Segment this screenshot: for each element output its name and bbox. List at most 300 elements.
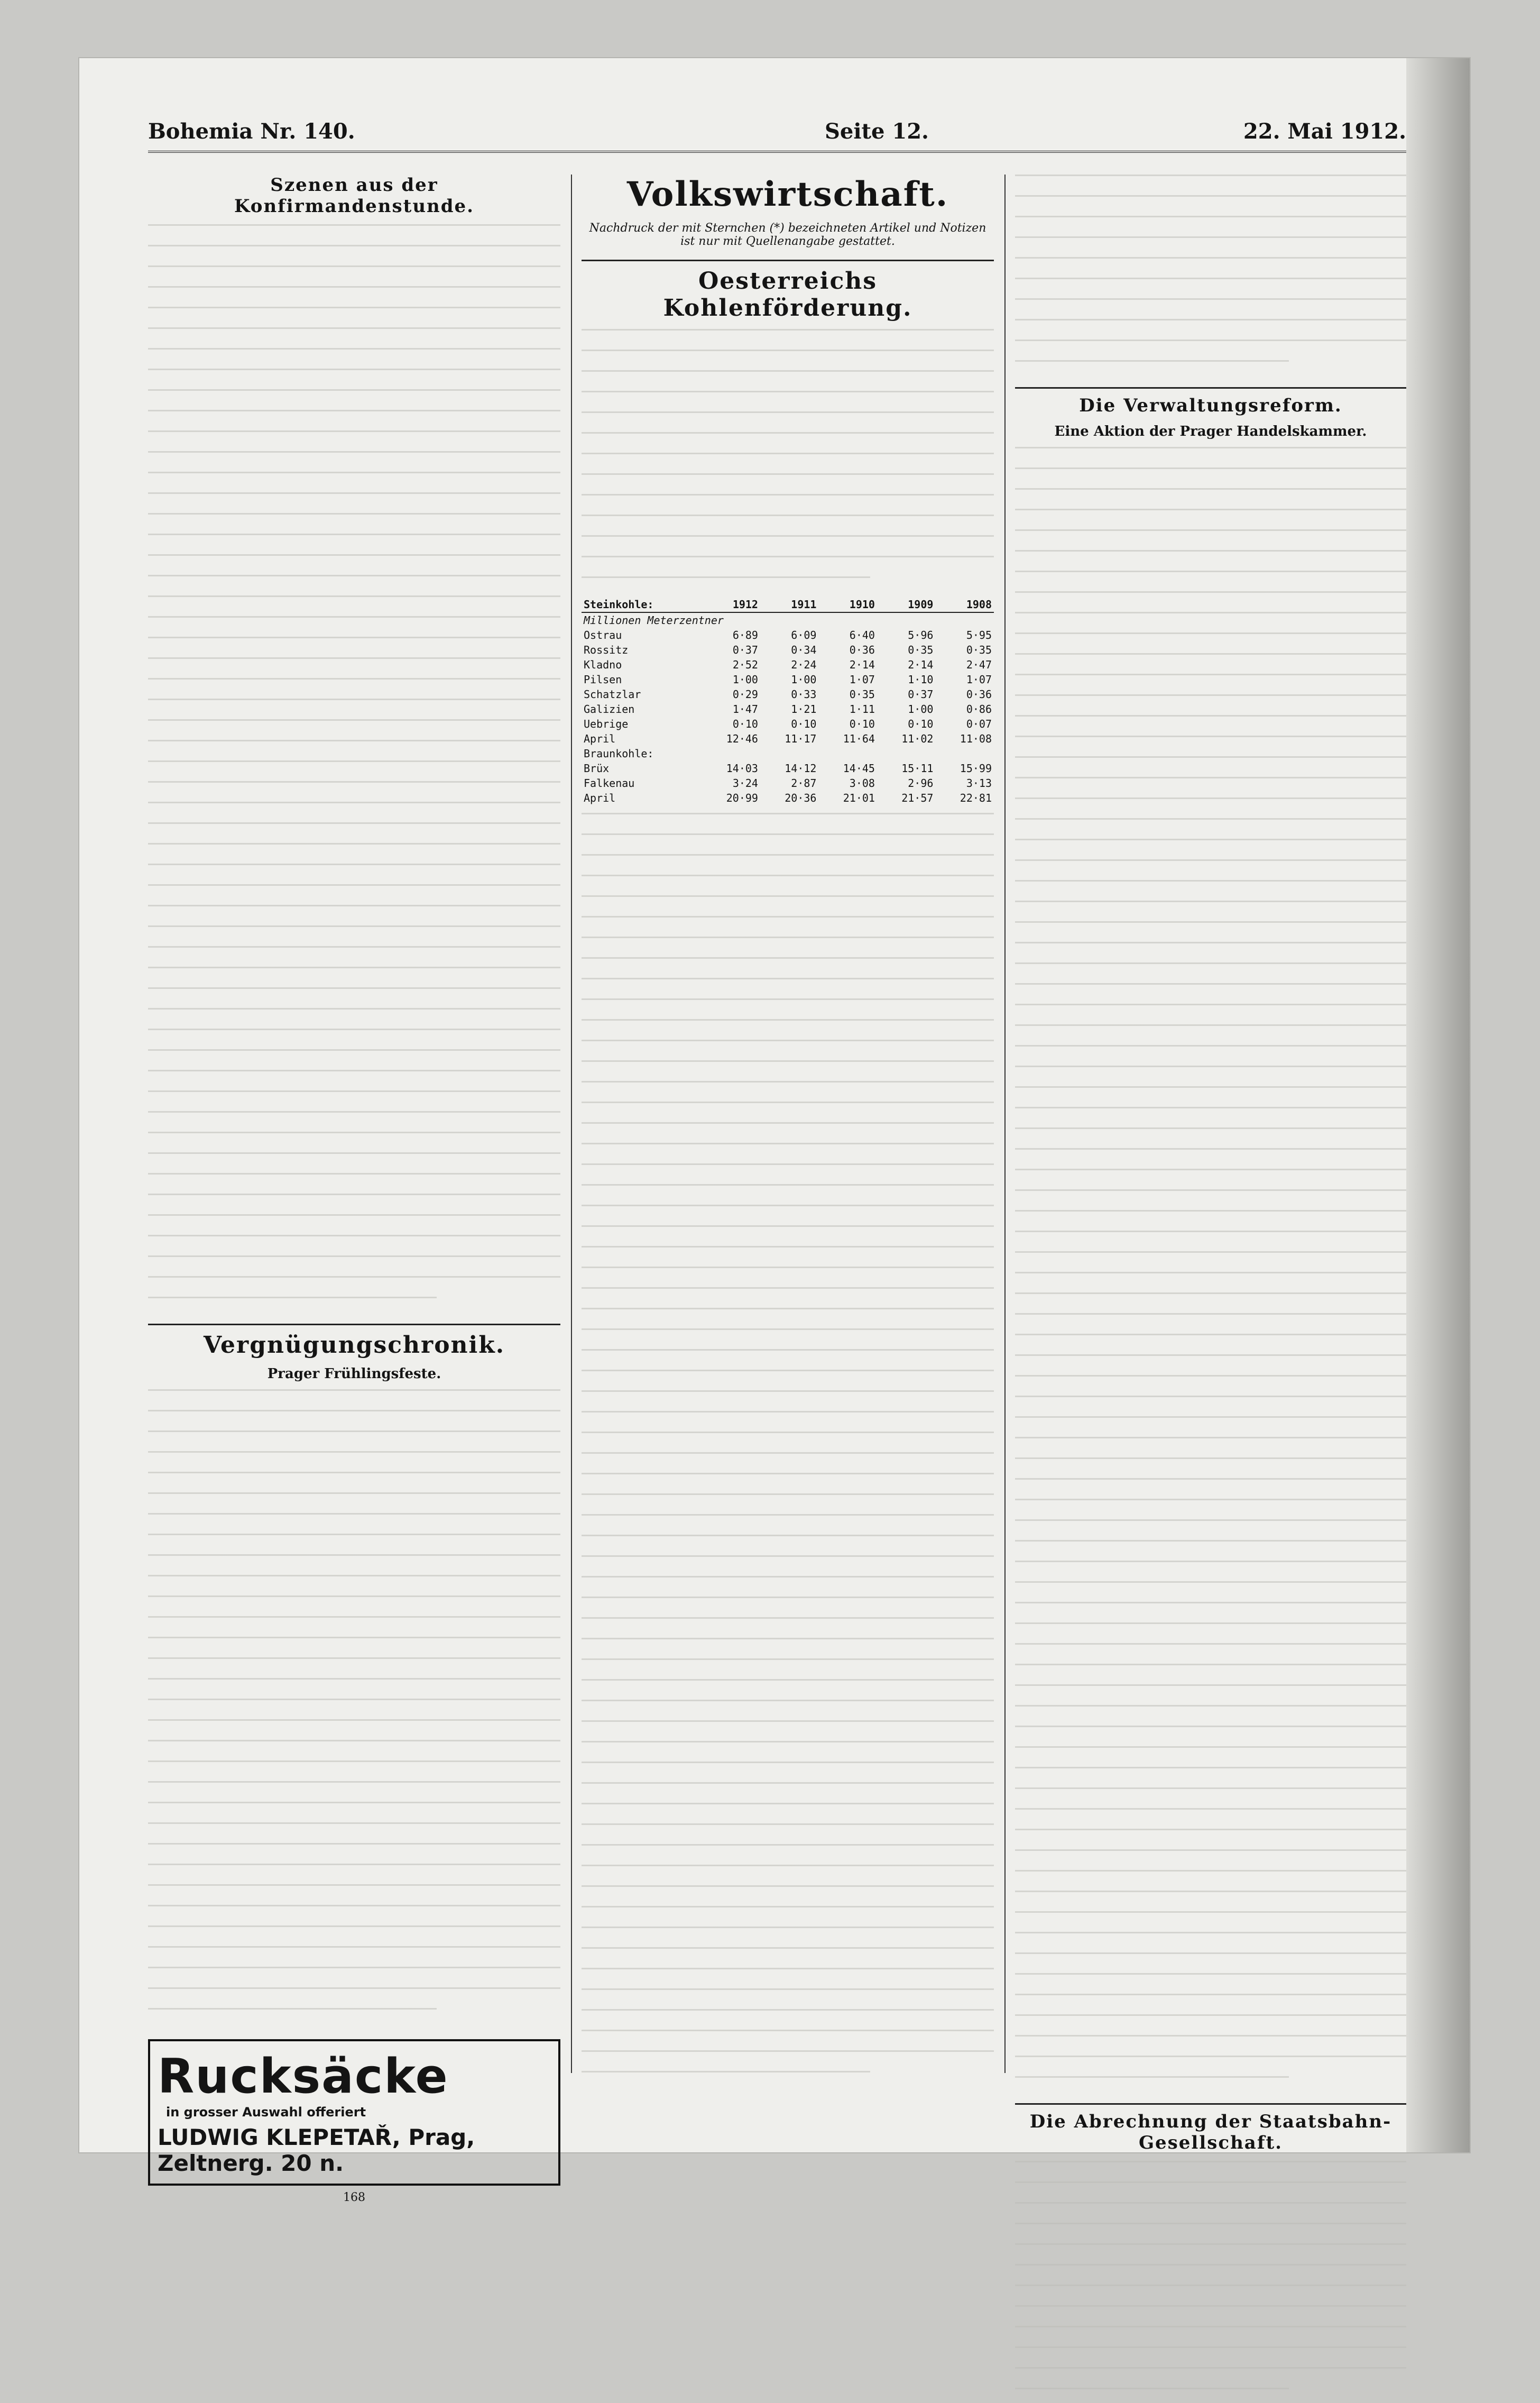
illegible-text-line bbox=[582, 1349, 994, 1364]
illegible-text-line bbox=[148, 492, 560, 508]
illegible-text-line bbox=[1015, 1313, 1406, 1328]
illegible-text-line bbox=[1015, 2223, 1406, 2238]
row-label: Rossitz bbox=[584, 644, 629, 656]
illegible-text-line bbox=[582, 1679, 994, 1694]
table-row bbox=[582, 643, 994, 657]
table-cell: 11·64 bbox=[843, 732, 875, 745]
advertisement-rucksaecke bbox=[148, 2039, 560, 2186]
section-divider bbox=[1015, 2103, 1406, 2105]
illegible-text-line bbox=[148, 1616, 560, 1631]
illegible-text-line bbox=[1015, 962, 1406, 978]
illegible-text-line bbox=[148, 1740, 560, 1755]
illegible-text-line bbox=[1015, 1808, 1406, 1823]
illegible-text-line bbox=[148, 1389, 560, 1405]
table-cell: 0·10 bbox=[732, 718, 758, 730]
newspaper-page bbox=[79, 58, 1470, 2204]
illegible-text-line bbox=[1015, 1519, 1406, 1535]
illegible-text-line bbox=[148, 595, 560, 611]
page-number: Seite 12. bbox=[825, 119, 929, 144]
illegible-text-line bbox=[148, 1049, 560, 1065]
illegible-text-line bbox=[582, 1081, 994, 1096]
illegible-text-line bbox=[1015, 2161, 1406, 2176]
page-edge-shadow bbox=[1406, 58, 1470, 2152]
illegible-text-line bbox=[582, 515, 994, 530]
illegible-text-line bbox=[582, 1988, 994, 2004]
illegible-text-line bbox=[1015, 319, 1406, 334]
table-cell: 22·81 bbox=[960, 792, 992, 804]
illegible-text-line bbox=[1015, 1292, 1406, 1308]
table-row bbox=[582, 657, 994, 672]
table-cell: 5·96 bbox=[908, 629, 934, 641]
illegible-text-line bbox=[1015, 797, 1406, 813]
table-cell: 1·07 bbox=[966, 673, 992, 686]
illegible-text-line bbox=[582, 1143, 994, 1158]
table-row bbox=[582, 628, 994, 643]
illegible-text-line bbox=[582, 1844, 994, 1859]
illegible-text-line bbox=[582, 432, 994, 447]
illegible-text-line bbox=[1015, 1210, 1406, 1225]
illegible-text-line bbox=[1015, 1767, 1406, 1782]
ad-tagline: in grosser Auswahl offeriert bbox=[166, 2105, 366, 2120]
year-header: 1909 bbox=[877, 597, 935, 612]
section-divider bbox=[148, 1324, 560, 1325]
illegible-text-line bbox=[582, 1411, 994, 1426]
table-cell: 2·87 bbox=[791, 777, 817, 790]
table-units: Millionen Meterzentner bbox=[584, 614, 724, 627]
row-label: Falkenau bbox=[584, 777, 635, 790]
illegible-text-line bbox=[582, 1597, 994, 1612]
illegible-text-line bbox=[1015, 360, 1289, 375]
illegible-text-line bbox=[1015, 298, 1406, 314]
table-cell: 5·95 bbox=[966, 629, 992, 641]
table-row bbox=[582, 672, 994, 687]
table-row bbox=[582, 776, 994, 791]
illegible-text-line bbox=[1015, 1664, 1406, 1679]
illegible-text-line bbox=[1015, 1416, 1406, 1432]
illegible-text-line bbox=[148, 1297, 437, 1312]
illegible-text-line bbox=[148, 1451, 560, 1466]
illegible-text-line bbox=[582, 916, 994, 931]
illegible-text-line bbox=[148, 1111, 560, 1126]
table-cell: 0·33 bbox=[791, 688, 817, 701]
illegible-text-line bbox=[148, 1029, 560, 1044]
illegible-text-line bbox=[582, 1493, 994, 1509]
illegible-text-line bbox=[582, 1328, 994, 1344]
illegible-text-line bbox=[1015, 216, 1406, 231]
table-cell: 1·07 bbox=[849, 673, 875, 686]
illegible-text-line bbox=[1015, 1973, 1406, 1988]
illegible-text-line bbox=[148, 1905, 560, 1920]
illegible-text-line bbox=[1015, 2346, 1406, 2362]
illegible-text-line bbox=[1015, 2243, 1406, 2259]
illegible-text-line bbox=[1015, 236, 1406, 252]
illegible-text-line bbox=[148, 410, 560, 425]
illegible-text-line bbox=[148, 1719, 560, 1735]
table-cell: 21·01 bbox=[843, 792, 875, 804]
illegible-text-line bbox=[1015, 1169, 1406, 1184]
illegible-text-line bbox=[582, 1968, 994, 1983]
illegible-text-line bbox=[148, 740, 560, 755]
table-cell: 12·46 bbox=[726, 732, 758, 745]
illegible-text-line bbox=[1015, 1024, 1406, 1040]
illegible-text-line bbox=[148, 781, 560, 796]
illegible-text-line bbox=[582, 1452, 994, 1468]
ad-number: 168 bbox=[343, 2191, 365, 2204]
illegible-text-line bbox=[1015, 1066, 1406, 1081]
illegible-text-line bbox=[148, 1008, 560, 1023]
table-cell: 0·36 bbox=[966, 688, 992, 701]
table-row bbox=[582, 717, 994, 731]
illegible-text-line bbox=[1015, 1602, 1406, 1617]
table-cell: 1·10 bbox=[908, 673, 934, 686]
illegible-text-line bbox=[1015, 1849, 1406, 1865]
illegible-text-line bbox=[1015, 715, 1406, 730]
illegible-text-line bbox=[582, 1803, 994, 1818]
illegible-text-line bbox=[148, 430, 560, 446]
illegible-text-line bbox=[1015, 2326, 1406, 2341]
table-cell: 3·08 bbox=[849, 777, 875, 790]
illegible-text-line bbox=[1015, 1746, 1406, 1762]
illegible-text-line bbox=[1015, 983, 1406, 998]
steinkohle-rows bbox=[582, 628, 994, 746]
illegible-text-line bbox=[1015, 195, 1406, 210]
table-cell: 2·14 bbox=[908, 658, 934, 671]
table-row bbox=[582, 702, 994, 717]
illegible-text-line bbox=[1015, 1561, 1406, 1576]
column-left bbox=[148, 175, 560, 2204]
row-label: Brüx bbox=[584, 762, 610, 775]
illegible-text-line bbox=[582, 1720, 994, 1736]
illegible-text-line bbox=[1015, 1086, 1406, 1102]
illegible-text-line bbox=[1015, 1643, 1406, 1658]
illegible-text-line bbox=[582, 833, 994, 849]
illegible-text-line bbox=[1015, 2056, 1406, 2071]
table-cell: 14·45 bbox=[843, 762, 875, 775]
illegible-text-line bbox=[148, 1781, 560, 1796]
illegible-text-line bbox=[148, 1152, 560, 1168]
headline-kohlenfoerderung: Oesterreichs Kohlenförderung. bbox=[663, 268, 912, 322]
illegible-text-line bbox=[1015, 777, 1406, 792]
illegible-text-line bbox=[1015, 2076, 1289, 2092]
illegible-text-line bbox=[1015, 1189, 1406, 1205]
illegible-text-line bbox=[1015, 2285, 1406, 2300]
illegible-text-line bbox=[148, 1132, 560, 1147]
illegible-text-line bbox=[1015, 2367, 1406, 2382]
table-cell: 0·37 bbox=[732, 644, 758, 656]
illegible-text-line bbox=[148, 348, 560, 363]
table-cell: 20·36 bbox=[785, 792, 817, 804]
illegible-text-line bbox=[148, 946, 560, 961]
illegible-text-line bbox=[1015, 550, 1406, 565]
illegible-text-line bbox=[582, 350, 994, 365]
illegible-text-line bbox=[148, 1255, 560, 1271]
illegible-text-line bbox=[582, 1432, 994, 1447]
illegible-text-line bbox=[1015, 1437, 1406, 1452]
illegible-text-line bbox=[148, 967, 560, 982]
illegible-text-line bbox=[1015, 1127, 1406, 1143]
section-volkswirtschaft: Volkswirtschaft. bbox=[626, 175, 949, 214]
row-label: Ostrau bbox=[584, 629, 622, 641]
illegible-text-line bbox=[1015, 340, 1406, 355]
illegible-text-line bbox=[582, 1823, 994, 1839]
braunkohle-rows bbox=[582, 761, 994, 805]
illegible-text-line bbox=[582, 1762, 994, 1777]
table-cell: 14·03 bbox=[726, 762, 758, 775]
table-cell: 2·47 bbox=[966, 658, 992, 671]
illegible-text-line bbox=[1015, 1354, 1406, 1370]
illegible-text-line bbox=[148, 554, 560, 570]
table-group-label: Braunkohle: bbox=[584, 747, 654, 760]
illegible-text-line bbox=[148, 1657, 560, 1673]
illegible-text-line bbox=[582, 1865, 994, 1880]
year-header: 1910 bbox=[818, 597, 877, 612]
table-cell: 2·14 bbox=[849, 658, 875, 671]
illegible-text-line bbox=[148, 245, 560, 260]
illegible-text-line bbox=[1015, 2388, 1289, 2403]
illegible-text-line bbox=[148, 637, 560, 652]
ad-title: Rucksäcke bbox=[158, 2049, 449, 2104]
illegible-text-line bbox=[1015, 818, 1406, 833]
illegible-text-line bbox=[148, 451, 560, 466]
illegible-text-line bbox=[148, 389, 560, 405]
illegible-text-line bbox=[1015, 591, 1406, 607]
illegible-text-line bbox=[1015, 529, 1406, 545]
illegible-text-line bbox=[1015, 612, 1406, 627]
coal-production-table bbox=[582, 597, 994, 805]
illegible-text-line bbox=[148, 657, 560, 673]
illegible-text-line bbox=[1015, 1499, 1406, 1514]
illegible-text-line bbox=[582, 1308, 994, 1323]
table-group-label: Steinkohle: bbox=[582, 597, 702, 612]
illegible-text-line bbox=[1015, 1231, 1406, 1246]
illegible-text-line bbox=[582, 1184, 994, 1199]
table-cell: 3·13 bbox=[966, 777, 992, 790]
illegible-text-line bbox=[582, 473, 994, 489]
illegible-text-line bbox=[1015, 1396, 1406, 1411]
illegible-text-line bbox=[148, 905, 560, 920]
illegible-text-line bbox=[582, 1947, 994, 1962]
illegible-text-line bbox=[582, 2071, 870, 2086]
illegible-text-line bbox=[582, 957, 994, 973]
row-label: Schatzlar bbox=[584, 688, 641, 701]
headline-vergnuegungschronik: Vergnügungschronik. bbox=[203, 1332, 505, 1359]
illegible-text-line bbox=[148, 224, 560, 240]
row-label: April bbox=[584, 732, 616, 745]
illegible-text-line bbox=[1015, 1540, 1406, 1555]
illegible-text-line bbox=[1015, 632, 1406, 648]
illegible-text-line bbox=[1015, 736, 1406, 751]
illegible-text-line bbox=[1015, 1891, 1406, 1906]
headline-verwaltungsreform: Die Verwaltungsreform. bbox=[1079, 395, 1342, 416]
illegible-text-line bbox=[148, 513, 560, 528]
illegible-text-line bbox=[582, 1514, 994, 1529]
illegible-text-line bbox=[148, 699, 560, 714]
illegible-text-line bbox=[1015, 1478, 1406, 1493]
illegible-text-line bbox=[582, 2050, 994, 2066]
table-cell: 0·10 bbox=[849, 718, 875, 730]
illegible-text-line bbox=[1015, 1994, 1406, 2009]
illegible-text-line bbox=[148, 1884, 560, 1900]
table-cell: 0·35 bbox=[849, 688, 875, 701]
illegible-text-line bbox=[582, 1370, 994, 1385]
illegible-text-line bbox=[1015, 1952, 1406, 1968]
illegible-text-line bbox=[582, 1060, 994, 1076]
illegible-text-line bbox=[582, 411, 994, 427]
illegible-text-line bbox=[148, 1946, 560, 1961]
illegible-text-line bbox=[1015, 2181, 1406, 2197]
reprint-note: Nachdruck der mit Sternchen (*) bezeichneten Artikel und Notizen ist nur mit Quellenangabe gestattet. bbox=[589, 222, 986, 248]
illegible-text-line bbox=[148, 802, 560, 817]
illegible-text-line bbox=[582, 1576, 994, 1591]
table-cell: 0·34 bbox=[791, 644, 817, 656]
row-label: Kladno bbox=[584, 658, 622, 671]
illegible-text-line bbox=[1015, 942, 1406, 957]
headline-staatsbahn: Die Abrechnung der Staatsbahn-Gesellschaft. bbox=[1029, 2111, 1392, 2153]
illegible-text-line bbox=[582, 1122, 994, 1138]
table-cell: 6·40 bbox=[849, 629, 875, 641]
illegible-text-line bbox=[148, 864, 560, 879]
illegible-text-line bbox=[148, 1699, 560, 1714]
illegible-text-line bbox=[148, 1070, 560, 1085]
illegible-text-line bbox=[1015, 1787, 1406, 1803]
illegible-text-line bbox=[148, 1637, 560, 1652]
illegible-text-line bbox=[148, 678, 560, 693]
year-header: 1912 bbox=[702, 597, 760, 612]
illegible-text-line bbox=[1015, 175, 1406, 190]
illegible-text-line bbox=[148, 1194, 560, 1209]
year-header: 1908 bbox=[935, 597, 994, 612]
table-cell: 0·35 bbox=[908, 644, 934, 656]
illegible-text-line bbox=[582, 1741, 994, 1756]
illegible-text-line bbox=[1015, 447, 1406, 462]
illegible-text-line bbox=[148, 1987, 560, 2003]
illegible-text-line bbox=[1015, 1581, 1406, 1597]
illegible-text-line bbox=[1015, 1457, 1406, 1473]
illegible-text-line bbox=[582, 1906, 994, 1921]
illegible-text-line bbox=[582, 998, 994, 1014]
table-cell: 3·24 bbox=[732, 777, 758, 790]
illegible-text-line bbox=[1015, 1272, 1406, 1287]
table-cell: 2·96 bbox=[908, 777, 934, 790]
illegible-text-line bbox=[582, 370, 994, 386]
illegible-text-line bbox=[148, 327, 560, 343]
illegible-text-line bbox=[1015, 1622, 1406, 1638]
illegible-text-line bbox=[148, 616, 560, 631]
illegible-text-line bbox=[148, 1492, 560, 1508]
illegible-text-line bbox=[148, 719, 560, 735]
subhead-handelskammer: Eine Aktion der Prager Handelskammer. bbox=[1054, 424, 1367, 439]
illegible-text-line bbox=[148, 1534, 560, 1549]
illegible-text-line bbox=[582, 875, 994, 890]
illegible-text-line bbox=[582, 937, 994, 952]
row-label: Galizien bbox=[584, 703, 635, 716]
subhead-fruehlingsfeste: Prager Frühlingsfeste. bbox=[267, 1366, 441, 1382]
illegible-text-line bbox=[148, 822, 560, 838]
table-cell: 1·47 bbox=[732, 703, 758, 716]
illegible-text-line bbox=[1015, 1932, 1406, 1947]
illegible-text-line bbox=[582, 1390, 994, 1406]
table-cell: 0·36 bbox=[849, 644, 875, 656]
illegible-text-line bbox=[148, 1410, 560, 1425]
illegible-text-line bbox=[1015, 467, 1406, 483]
masthead bbox=[148, 108, 1406, 153]
illegible-text-line bbox=[148, 1214, 560, 1230]
illegible-text-line bbox=[1015, 278, 1406, 293]
illegible-text-line bbox=[148, 1173, 560, 1188]
illegible-text-line bbox=[148, 575, 560, 590]
ad-address: LUDWIG KLEPETAŘ, Prag, Zeltnerg. 20 n. bbox=[158, 2124, 475, 2176]
illegible-text-line bbox=[148, 1575, 560, 1590]
illegible-text-line bbox=[582, 1885, 994, 1901]
illegible-text-line bbox=[582, 576, 870, 592]
table-cell: 1·21 bbox=[791, 703, 817, 716]
illegible-text-line bbox=[1015, 859, 1406, 875]
illegible-text-line bbox=[582, 895, 994, 911]
illegible-text-line bbox=[582, 1163, 994, 1179]
year-header: 1911 bbox=[760, 597, 818, 612]
illegible-text-line bbox=[148, 884, 560, 900]
section-divider bbox=[582, 260, 994, 261]
illegible-text-line bbox=[1015, 1251, 1406, 1267]
illegible-text-line bbox=[148, 534, 560, 549]
illegible-text-line bbox=[1015, 571, 1406, 586]
illegible-text-line bbox=[582, 813, 994, 828]
illegible-text-line bbox=[1015, 509, 1406, 524]
table-row bbox=[582, 731, 994, 746]
illegible-text-line bbox=[1015, 488, 1406, 503]
table-cell: 1·11 bbox=[849, 703, 875, 716]
table-cell: 21·57 bbox=[901, 792, 934, 804]
illegible-text-line bbox=[148, 1472, 560, 1487]
table-cell: 0·29 bbox=[732, 688, 758, 701]
illegible-text-line bbox=[148, 925, 560, 941]
illegible-text-line bbox=[582, 1019, 994, 1034]
table-cell: 15·11 bbox=[901, 762, 934, 775]
illegible-text-line bbox=[148, 1843, 560, 1858]
illegible-text-line bbox=[148, 1513, 560, 1528]
illegible-text-line bbox=[582, 556, 994, 571]
column-right bbox=[1015, 175, 1406, 2153]
illegible-text-line bbox=[148, 987, 560, 1003]
illegible-text-line bbox=[582, 1246, 994, 1261]
illegible-text-line bbox=[148, 1967, 560, 1982]
illegible-text-line bbox=[582, 1617, 994, 1632]
table-cell: 1·00 bbox=[791, 673, 817, 686]
illegible-text-line bbox=[582, 2009, 994, 2024]
illegible-text-line bbox=[148, 265, 560, 281]
table-cell: 20·99 bbox=[726, 792, 758, 804]
table-cell: 0·86 bbox=[966, 703, 992, 716]
illegible-text-line bbox=[148, 2008, 437, 2023]
row-label: Pilsen bbox=[584, 673, 622, 686]
table-cell: 0·07 bbox=[966, 718, 992, 730]
illegible-text-line bbox=[582, 1535, 994, 1550]
illegible-text-line bbox=[1015, 694, 1406, 710]
illegible-text-line bbox=[148, 760, 560, 776]
illegible-text-line bbox=[1015, 1375, 1406, 1390]
illegible-text-line bbox=[148, 1554, 560, 1570]
illegible-text-line bbox=[1015, 674, 1406, 689]
table-row bbox=[582, 791, 994, 805]
illegible-text-line bbox=[1015, 1829, 1406, 1844]
illegible-text-line bbox=[148, 1822, 560, 1838]
illegible-text-line bbox=[1015, 756, 1406, 772]
table-cell: 0·35 bbox=[966, 644, 992, 656]
illegible-text-line bbox=[1015, 1911, 1406, 1927]
table-cell: 2·52 bbox=[732, 658, 758, 671]
masthead-left: Bohemia Nr. 140. bbox=[148, 119, 355, 144]
illegible-text-line bbox=[148, 1760, 560, 1776]
